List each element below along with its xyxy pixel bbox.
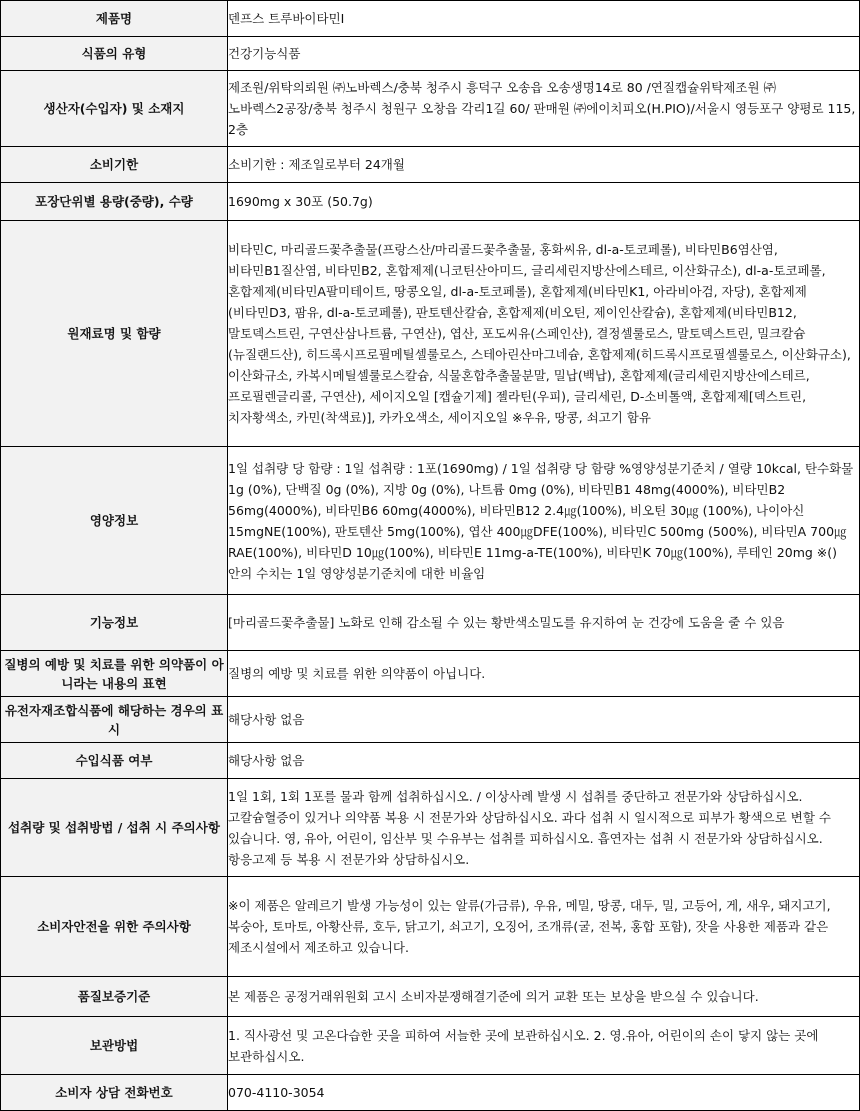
row-value-ingredients: 비타민C, 마리골드꽃추출물(프랑스산/마리골드꽃추출물, 홍화씨유, dl-a-토코페롤), 비타민B6염산염, 비타민B1질산염, 비타민B2, 혼합제제(니코틴산아미드, 글리세린지방산에스테르, 이산화규소), dl-a-토코페롤, 혼합제제(비타민A팔미테이트, 땅콩오일, dl-a-토코페롤), 혼합제제(비타민K1, 아라비아검, 자당), 혼합제제(비타민D3, 팜유, dl-a-토코페롤), 판토텐산칼슘, 혼합제제(비오틴, 제이인산칼슘), 혼합제제(비타민B12, 말토덱스트린, 구연산삼나트륨, 구연산), 엽산, 포도씨유(스페인산), 결정셀룰로스, 말토덱스트린, 밀크칼슘(뉴질랜드산), 히드록시프로필메틸셀룰로스, 스테아린산마그네슘, 혼합제제(히드록시프로필셀룰로스, 이산화규소), 이산화규소, 카복시메틸셀룰로스칼슘, 식물혼합추출물분말, 밀납(백납), 혼합제제(글리세린지방산에스테르, 프로필렌글리콜, 구연산), 세이지오일 [캡슐기제] 젤라틴(우피), 글리세린, D-소비톨액, 혼합제제[덱스트린, 치자황색소, 카민(착색료)], 카카오색소, 세이지오일 ※우유, 땅콩, 쇠고기 함유 [228, 221, 860, 447]
row-value-storage: 1. 직사광선 및 고온다습한 곳을 피하여 서늘한 곳에 보관하십시오. 2. 영.유아, 어린이의 손이 닿지 않는 곳에 보관하십시오. [228, 1017, 860, 1075]
row-label-quality: 품질보증기준 [1, 977, 228, 1017]
row-value-package-volume: 1690mg x 30포 (50.7g) [228, 183, 860, 221]
table-row [1, 743, 860, 779]
table-row [1, 1017, 860, 1075]
row-label-product-name: 제품명 [1, 1, 228, 37]
table-row [1, 183, 860, 221]
row-label-storage: 보관방법 [1, 1017, 228, 1075]
table-row [1, 977, 860, 1017]
row-value-expiry: 소비기한 : 제조일로부터 24개월 [228, 147, 860, 183]
table-row [1, 447, 860, 595]
row-label-nutrition: 영양정보 [1, 447, 228, 595]
row-value-intake: 1일 1회, 1회 1포를 물과 함께 섭취하십시오. / 이상사례 발생 시 섭취를 중단하고 전문가와 상담하십시오. 고칼슘혈증이 있거나 의약품 복용 시 전문가와 상담하십시오. 과다 섭취 시 일시적으로 피부가 황색으로 변할 수 있습니다. 영, 유아, 어린이, 임산부 및 수유부는 섭취를 피하십시오. 흡연자는 섭취 시 전문가와 상담하십시오. 항응고제 등 복용 시 전문가와 상담하십시오. [228, 779, 860, 877]
row-label-phone: 소비자 상담 전화번호 [1, 1075, 228, 1111]
row-label-producer: 생산자(수입자) 및 소재지 [1, 71, 228, 147]
row-value-imported: 해당사항 없음 [228, 743, 860, 779]
row-value-phone: 070-4110-3054 [228, 1075, 860, 1111]
row-value-function: [마리골드꽃추출물] 노화로 인해 감소될 수 있는 황반색소밀도를 유지하여 눈 건강에 도움을 줄 수 있음 [228, 595, 860, 651]
row-value-quality: 본 제품은 공정거래위원회 고시 소비자분쟁해결기준에 의거 교환 또는 보상을 받으실 수 있습니다. [228, 977, 860, 1017]
row-label-function: 기능정보 [1, 595, 228, 651]
row-value-product-name: 덴프스 트루바이타민Ⅰ [228, 1, 860, 37]
row-value-producer: 제조원/위탁의뢰원 ㈜노바렉스/충북 청주시 흥덕구 오송읍 오송생명14로 80 /연질캡슐위탁제조원 ㈜노바렉스2공장/충북 청주시 청원구 오창읍 각리1길 60/ 판매원 ㈜에이치피오(H.PIO)/서울시 영등포구 양평로 115, 2층 [228, 71, 860, 147]
table-row [1, 37, 860, 71]
table-row [1, 1075, 860, 1111]
row-label-package-volume: 포장단위별 용량(중량), 수량 [1, 183, 228, 221]
row-label-gmo: 유전자재조합식품에 해당하는 경우의 표시 [1, 697, 228, 743]
row-label-imported: 수입식품 여부 [1, 743, 228, 779]
row-label-expiry: 소비기한 [1, 147, 228, 183]
table-row [1, 877, 860, 977]
row-label-food-type: 식품의 유형 [1, 37, 228, 71]
row-value-food-type: 건강기능식품 [228, 37, 860, 71]
table-row [1, 697, 860, 743]
table-row [1, 71, 860, 147]
row-label-not-medicine: 질병의 예방 및 치료를 위한 의약품이 아니라는 내용의 표현 [1, 651, 228, 697]
row-value-nutrition: 1일 섭취량 당 함량 : 1일 섭취량 : 1포(1690mg) / 1일 섭취량 당 함량 %영양성분기준치 / 열량 10kcal, 탄수화물 1g (0%), 단백질 0g (0%), 지방 0g (0%), 나트륨 0mg (0%), 비타민B1 48mg(4000%), 비타민B2 56mg(4000%), 비타민B6 60mg(4000%), 비타민B12 2.4㎍(100%), 비오틴 30㎍ (100%), 나이아신 15mgNE(100%), 판토텐산 5mg(100%), 엽산 400㎍DFE(100%), 비타민C 500mg (500%), 비타민A 700㎍RAE(100%), 비타민D 10㎍(100%), 비타민E 11mg-a-TE(100%), 비타민K 70㎍(100%), 루테인 20mg ※()안의 수치는 1일 영양성분기준치에 대한 비율임 [228, 447, 860, 595]
table-row [1, 147, 860, 183]
row-label-intake: 섭취량 및 섭취방법 / 섭취 시 주의사항 [1, 779, 228, 877]
table-row [1, 651, 860, 697]
table-row [1, 779, 860, 877]
table-row [1, 221, 860, 447]
row-label-safety: 소비자안전을 위한 주의사항 [1, 877, 228, 977]
row-value-gmo: 해당사항 없음 [228, 697, 860, 743]
table-row [1, 595, 860, 651]
row-label-ingredients: 원재료명 및 함량 [1, 221, 228, 447]
row-value-safety: ※이 제품은 알레르기 발생 가능성이 있는 알류(가금류), 우유, 메밀, 땅콩, 대두, 밀, 고등어, 게, 새우, 돼지고기, 복숭아, 토마토, 아황산류, 호두, 닭고기, 쇠고기, 오징어, 조개류(굴, 전복, 홍합 포함), 잣을 사용한 제품과 같은 제조시설에서 제조하고 있습니다. [228, 877, 860, 977]
table-row [1, 1, 860, 37]
row-value-not-medicine: 질병의 예방 및 치료를 위한 의약품이 아닙니다. [228, 651, 860, 697]
